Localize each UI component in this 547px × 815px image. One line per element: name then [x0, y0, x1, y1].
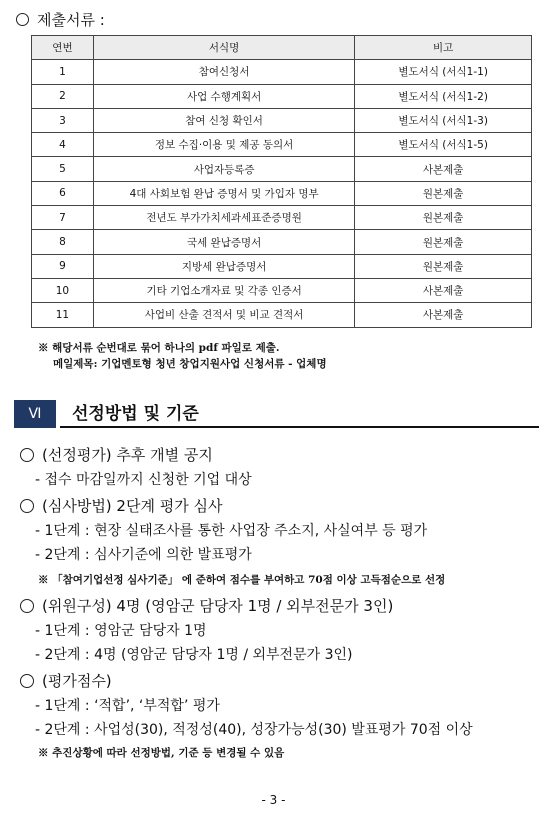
submission-docs-heading-text: 제출서류 : — [37, 11, 105, 29]
circle-bullet-icon — [20, 599, 34, 613]
row-remarks-cell: 원본제출 — [355, 206, 532, 230]
row-remarks-cell: 사본제출 — [355, 157, 532, 181]
circle-bullet-icon — [20, 674, 34, 688]
column-header-form-name: 서식명 — [93, 36, 354, 60]
section-title: 선정방법 및 기준 — [72, 404, 199, 424]
table-row — [32, 108, 532, 132]
table-row — [32, 278, 532, 302]
criteria-sub-item: - 1단계 : 현장 실태조사를 통한 사업장 주소지, 사실여부 등 평가 — [35, 523, 428, 539]
row-form-name-cell: 국세 완납증명서 — [93, 230, 354, 254]
column-header-remarks: 비고 — [355, 36, 532, 60]
criteria-sub-item: - 2단계 : 사업성(30), 적정성(40), 성장가능성(30) 발표평가 70점 이상 — [35, 722, 473, 738]
criteria-item-text: (위원구성) 4명 (영암군 담당자 1명 / 외부전문가 3인) — [42, 597, 394, 615]
criteria-item-committee — [20, 597, 393, 615]
row-remarks-cell: 사본제출 — [355, 278, 532, 302]
row-remarks-cell: 별도서식 (서식1-3) — [355, 108, 532, 132]
row-number-cell: 1 — [32, 60, 94, 84]
submission-note — [38, 340, 327, 372]
row-number-cell: 5 — [32, 157, 94, 181]
criteria-item-text: (심사방법) 2단계 평가 심사 — [42, 497, 223, 515]
row-remarks-cell: 별도서식 (서식1-1) — [355, 60, 532, 84]
table-row — [32, 230, 532, 254]
section-header — [14, 400, 539, 428]
section-underline — [60, 426, 539, 428]
criteria-sub-item: - 1단계 : ‘적합’, ‘부적합’ 평가 — [35, 698, 220, 714]
table-row — [32, 206, 532, 230]
row-form-name-cell: 기타 기업소개자료 및 각종 인증서 — [93, 278, 354, 302]
table-row — [32, 84, 532, 108]
row-form-name-cell: 4대 사회보험 완납 증명서 및 가입자 명부 — [93, 181, 354, 205]
page-number: - 3 - — [261, 793, 286, 807]
criteria-item-method — [20, 497, 222, 515]
row-form-name-cell: 사업자등록증 — [93, 157, 354, 181]
submission-docs-heading — [16, 11, 105, 29]
row-remarks-cell: 원본제출 — [355, 254, 532, 278]
row-number-cell: 2 — [32, 84, 94, 108]
submission-note-line2: 메일제목: 기업멘토형 청년 창업지원사업 신청서류 - 업체명 — [53, 358, 327, 370]
row-remarks-cell: 원본제출 — [355, 181, 532, 205]
circle-bullet-icon — [20, 499, 34, 513]
row-number-cell: 4 — [32, 133, 94, 157]
row-form-name-cell: 사업 수행계획서 — [93, 84, 354, 108]
criteria-note: ※ 「참여기업선정 심사기준」 에 준하여 점수를 부여하고 70점 이상 고득점순으로 선정 — [38, 574, 446, 586]
row-number-cell: 3 — [32, 108, 94, 132]
row-remarks-cell: 사본제출 — [355, 303, 532, 327]
table-header-row — [32, 36, 532, 60]
section-number-badge: Ⅵ — [14, 400, 56, 428]
row-form-name-cell: 참여 신청 확인서 — [93, 108, 354, 132]
row-form-name-cell: 참여신청서 — [93, 60, 354, 84]
table-row — [32, 133, 532, 157]
row-number-cell: 9 — [32, 254, 94, 278]
criteria-sub-item: - 1단계 : 영암군 담당자 1명 — [35, 623, 207, 639]
criteria-item-score — [20, 672, 112, 690]
criteria-item-evaluation — [20, 446, 213, 464]
criteria-sub-item: - 2단계 : 4명 (영암군 담당자 1명 / 외부전문가 3인) — [35, 647, 353, 663]
row-number-cell: 7 — [32, 206, 94, 230]
row-form-name-cell: 지방세 완납증명서 — [93, 254, 354, 278]
row-remarks-cell: 원본제출 — [355, 230, 532, 254]
table-row — [32, 181, 532, 205]
row-form-name-cell: 정보 수집·이용 및 제공 동의서 — [93, 133, 354, 157]
row-number-cell: 6 — [32, 181, 94, 205]
table-row — [32, 60, 532, 84]
criteria-item-text: (평가점수) — [42, 672, 112, 690]
row-remarks-cell: 별도서식 (서식1-5) — [355, 133, 532, 157]
row-number-cell: 11 — [32, 303, 94, 327]
submission-docs-table — [31, 35, 532, 328]
row-number-cell: 8 — [32, 230, 94, 254]
criteria-item-text: (선정평가) 추후 개별 공지 — [42, 446, 213, 464]
row-form-name-cell: 사업비 산출 견적서 및 비교 견적서 — [93, 303, 354, 327]
table-row — [32, 157, 532, 181]
circle-bullet-icon — [16, 13, 29, 26]
criteria-sub-item: - 2단계 : 심사기준에 의한 발표평가 — [35, 547, 252, 563]
table-row — [32, 303, 532, 327]
criteria-sub-item: - 접수 마감일까지 신청한 기업 대상 — [35, 472, 252, 488]
column-header-number: 연번 — [32, 36, 94, 60]
row-remarks-cell: 별도서식 (서식1-2) — [355, 84, 532, 108]
submission-note-line1: ※ 해당서류 순번대로 묶어 하나의 pdf 파일로 제출. — [38, 342, 280, 354]
table-row — [32, 254, 532, 278]
row-number-cell: 10 — [32, 278, 94, 302]
criteria-note: ※ 추진상황에 따라 선정방법, 기준 등 변경될 수 있음 — [38, 747, 285, 759]
row-form-name-cell: 전년도 부가가치세과세표준증명원 — [93, 206, 354, 230]
circle-bullet-icon — [20, 448, 34, 462]
